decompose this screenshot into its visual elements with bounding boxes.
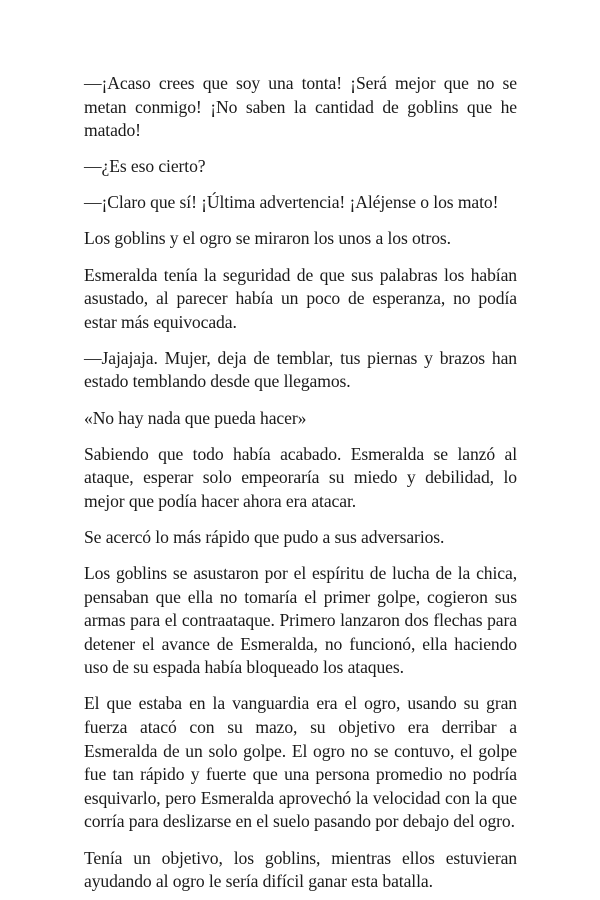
paragraph-12: Tenía un objetivo, los goblins, mientras ellos estuvieran ayudando al ogro le sería difícil ganar esta batalla.: [84, 847, 517, 892]
paragraph-9: Se acercó lo más rápido que pudo a sus adversarios.: [84, 526, 445, 547]
paragraph-10: Los goblins se asustaron por el espíritu de lucha de la chica, pensaban que ella no tomaría el primer golpe, cogieron sus armas para el contraataque. Primero lanzaron dos flechas para detener el avance de Esmeralda, no funcionó, ella haciendo uso de su espada había bloqueado los ataques.: [84, 563, 517, 678]
paragraph-8: Sabiendo que todo había acabado. Esmeralda se lanzó al ataque, esperar solo empeoraría su miedo y debilidad, lo mejor que podía hacer ahora era atacar.: [84, 443, 517, 511]
paragraph-5: Esmeralda tenía la seguridad de que sus palabras los habían asustado, al parecer había un poco de esperanza, no podía estar más equivocada.: [84, 264, 517, 332]
paragraph-11: El que estaba en la vanguardia era el ogro, usando su gran fuerza atacó con su mazo, su objetivo era derribar a Esmeralda de un solo golpe. El ogro no se contuvo, el golpe fue tan rápido y fuerte que una persona promedio no podría esquivarlo, pero Esmeralda aprovechó la velocidad con la que corría para deslizarse en el suelo pasando por debajo del ogro.: [84, 693, 517, 832]
paragraph-4: Los goblins y el ogro se miraron los unos a los otros.: [84, 228, 451, 249]
paragraph-7: «No hay nada que pueda hacer»: [84, 407, 307, 428]
paragraph-2: —¿Es eso cierto?: [84, 156, 206, 177]
paragraph-3: —¡Claro que sí! ¡Última advertencia! ¡Aléjense o los mato!: [84, 192, 499, 213]
paragraph-1: —¡Acaso crees que soy una tonta! ¡Será mejor que no se metan conmigo! ¡No saben la cantidad de goblins que he matado!: [84, 73, 517, 141]
paragraph-6: —Jajajaja. Mujer, deja de temblar, tus piernas y brazos han estado temblando desde que llegamos.: [84, 347, 517, 392]
